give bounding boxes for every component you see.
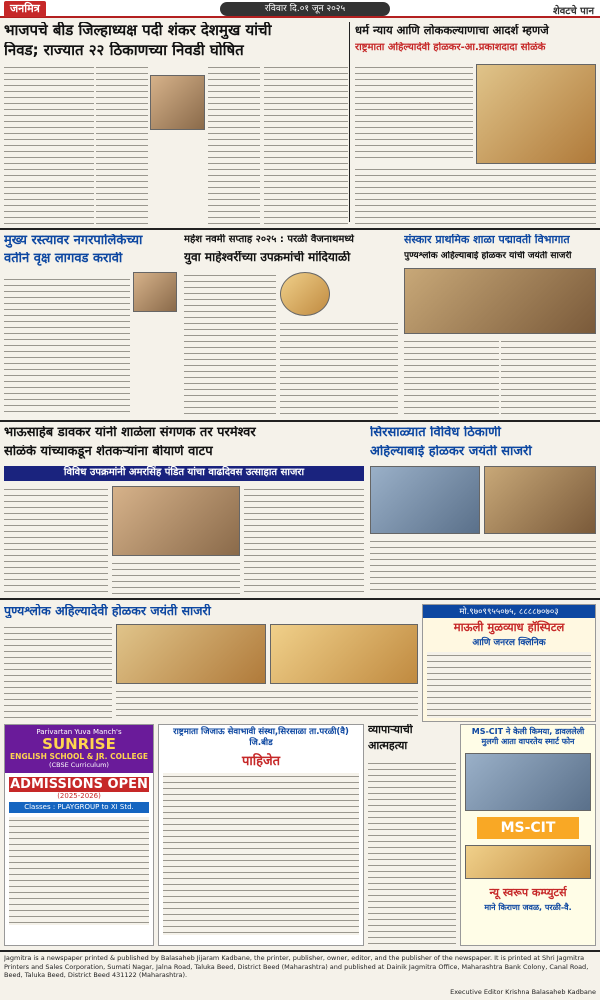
- organisation-logo: [280, 272, 330, 316]
- headline: भाऊसाहेब डावकर यांनी शाळेला संगणक तर परमेश्वर: [4, 426, 256, 440]
- school-top: Parivartan Yuva Manch's: [36, 728, 122, 736]
- headline: निवड; राज्यात २२ ठिकाणच्या निवडी घोषित: [4, 42, 244, 59]
- notice-subtitle: पाहिजेत: [241, 754, 281, 769]
- hospital-ad: [422, 604, 596, 722]
- article-body: [96, 64, 148, 224]
- section-rule: [0, 598, 600, 600]
- school-sub: ENGLISH SCHOOL & JR. COLLEGE: [10, 752, 148, 761]
- newspaper-logo: जनमित्र: [4, 1, 46, 17]
- admissions-banner: ADMISSIONS OPEN: [10, 777, 148, 792]
- headline: पुण्यश्लोक अहिल्याबाई होळकर यांची जयंती साजरी: [404, 251, 572, 261]
- sub-headline-band: विविध उपक्रमांनी अमरसिंह पंडित यांचा वाढदिवस उत्साहात साजरा: [4, 466, 364, 481]
- school-header: [5, 725, 153, 773]
- recruitment-notice: [158, 724, 364, 946]
- article-body: [4, 64, 94, 224]
- article-body: [280, 320, 398, 416]
- event-photo: [484, 466, 596, 534]
- event-photo: [476, 64, 596, 164]
- headline: आत्महत्या: [368, 740, 408, 752]
- article-body: [4, 624, 112, 718]
- issue-date: रविवार दि.०१ जून २०२५: [220, 2, 390, 16]
- section-rule: [0, 950, 600, 952]
- headline: भाजपचे बीड जिल्हाध्यक्ष पदी शंकर देशमुख यांची: [4, 22, 272, 39]
- headline: युवा माहेश्वरींच्या उपक्रमांची मांदियाळी: [184, 251, 351, 264]
- computers-name: न्यू स्वरूप कम्प्युटर्स: [489, 886, 567, 899]
- hospital-phone: मो.९७०९९५५०७५, ८८८८७०७०३: [423, 605, 595, 618]
- imprint-editor: Executive Editor Krishna Balasaheb Kadbane: [450, 988, 596, 996]
- article-body: [355, 64, 473, 160]
- article-body: [264, 64, 348, 224]
- headline: मुख्य रस्त्यावर नगरपालिकेच्या: [4, 234, 143, 248]
- hospital-name: माऊली मुळव्याध हॉस्पिटल: [453, 620, 565, 634]
- mscit-tagline: MS-CIT ने केली किमया, डावललेली मुलगी आता वापरतेय स्मार्ट फोन: [471, 727, 585, 746]
- vacancy-table: [163, 773, 359, 935]
- article-body: [244, 486, 364, 594]
- headline: संस्कार प्राथमिक शाळा पद्मावती विभागात: [404, 234, 570, 246]
- article-body: [112, 560, 240, 594]
- school-ad: [4, 724, 154, 946]
- event-photo: [270, 624, 418, 684]
- ad-body: [9, 817, 149, 925]
- section-rule: [0, 420, 600, 422]
- imprint-line: Jagmitra is a newspaper printed & published by Balasaheb Jijaram Kadbane, the printer, publisher, owner, editor, and the publisher of the newspaper. It is printed at Shri Jagmitra Printers and Sales Corporation, Sumati Nagar, Jalna Road, Taluka Beed, District Beed (Maharashtra) and published at Dainik Jagmitra Office, Maharashtra Bank Colony, Canal Road, Beed, Taluka Beed, District Beed 431122 (Maharashtra).: [4, 954, 589, 979]
- ad-photo: [465, 845, 591, 879]
- event-photo: [370, 466, 480, 534]
- school-cbse: (CBSE Curriculum): [49, 761, 109, 769]
- headline: वतीने वृक्ष लागवड करावी: [4, 252, 123, 266]
- classes-label: Classes : PLAYGROUP to XI Std.: [9, 802, 149, 813]
- article-body: [184, 272, 276, 416]
- article-body: [404, 338, 499, 416]
- headline: महेश नवमी सप्ताह २०२५ : परळी वैजनाथमध्ये: [184, 234, 354, 245]
- mscit-brand: MS-CIT: [477, 817, 579, 839]
- computers-address: माने किराणा जवळ, परळी-वै.: [484, 903, 572, 912]
- notice-title: राष्ट्रमाता जिजाऊ सेवाभावी संस्था,सिरसाळा ता.परळी(वै) जि.बीड: [173, 727, 349, 748]
- article-body: [355, 166, 596, 224]
- article-body: [368, 760, 456, 946]
- portrait-photo: [150, 75, 205, 130]
- section-rule: [0, 228, 600, 230]
- hospital-sub: आणि जनरल क्लिनिक: [472, 638, 546, 648]
- event-photo: [404, 268, 596, 334]
- page-label: शेवटचे पान: [552, 6, 594, 17]
- article-body: [208, 64, 260, 224]
- portrait-photo: [133, 272, 177, 312]
- article-body: [370, 538, 596, 594]
- article-body: [116, 688, 418, 718]
- ad-body: [427, 652, 591, 718]
- headline: व्यापाऱ्याची: [368, 724, 413, 736]
- column-rule: [349, 22, 350, 222]
- ad-photo: [465, 753, 591, 811]
- headline: सिरसाळ्यात विविध ठिकाणी: [370, 426, 501, 440]
- mscit-ad: [460, 724, 596, 946]
- school-name: SUNRISE: [42, 735, 116, 753]
- article-body: [4, 486, 108, 594]
- headline: पुण्यश्लोक अहिल्यादेवी होळकर जयंती साजरी: [4, 604, 211, 618]
- event-photo: [112, 486, 240, 556]
- headline: सोळंके यांच्याकडून शेतकऱ्यांना बीयाणे वाटप: [4, 445, 213, 459]
- event-photo: [116, 624, 266, 684]
- headline: धर्म न्याय आणि लोककल्याणाचा आदर्श म्हणजे: [355, 24, 549, 37]
- admissions-year: (2025-2026): [57, 792, 101, 800]
- headline: अहिल्याबाई होळकर जयंती साजरी: [370, 445, 532, 459]
- headline: राष्ट्रमाता अहिल्यादेवी होळकर-आ.प्रकाशदादा सोळंके: [355, 42, 546, 53]
- article-body: [4, 276, 130, 416]
- article-body: [501, 338, 596, 416]
